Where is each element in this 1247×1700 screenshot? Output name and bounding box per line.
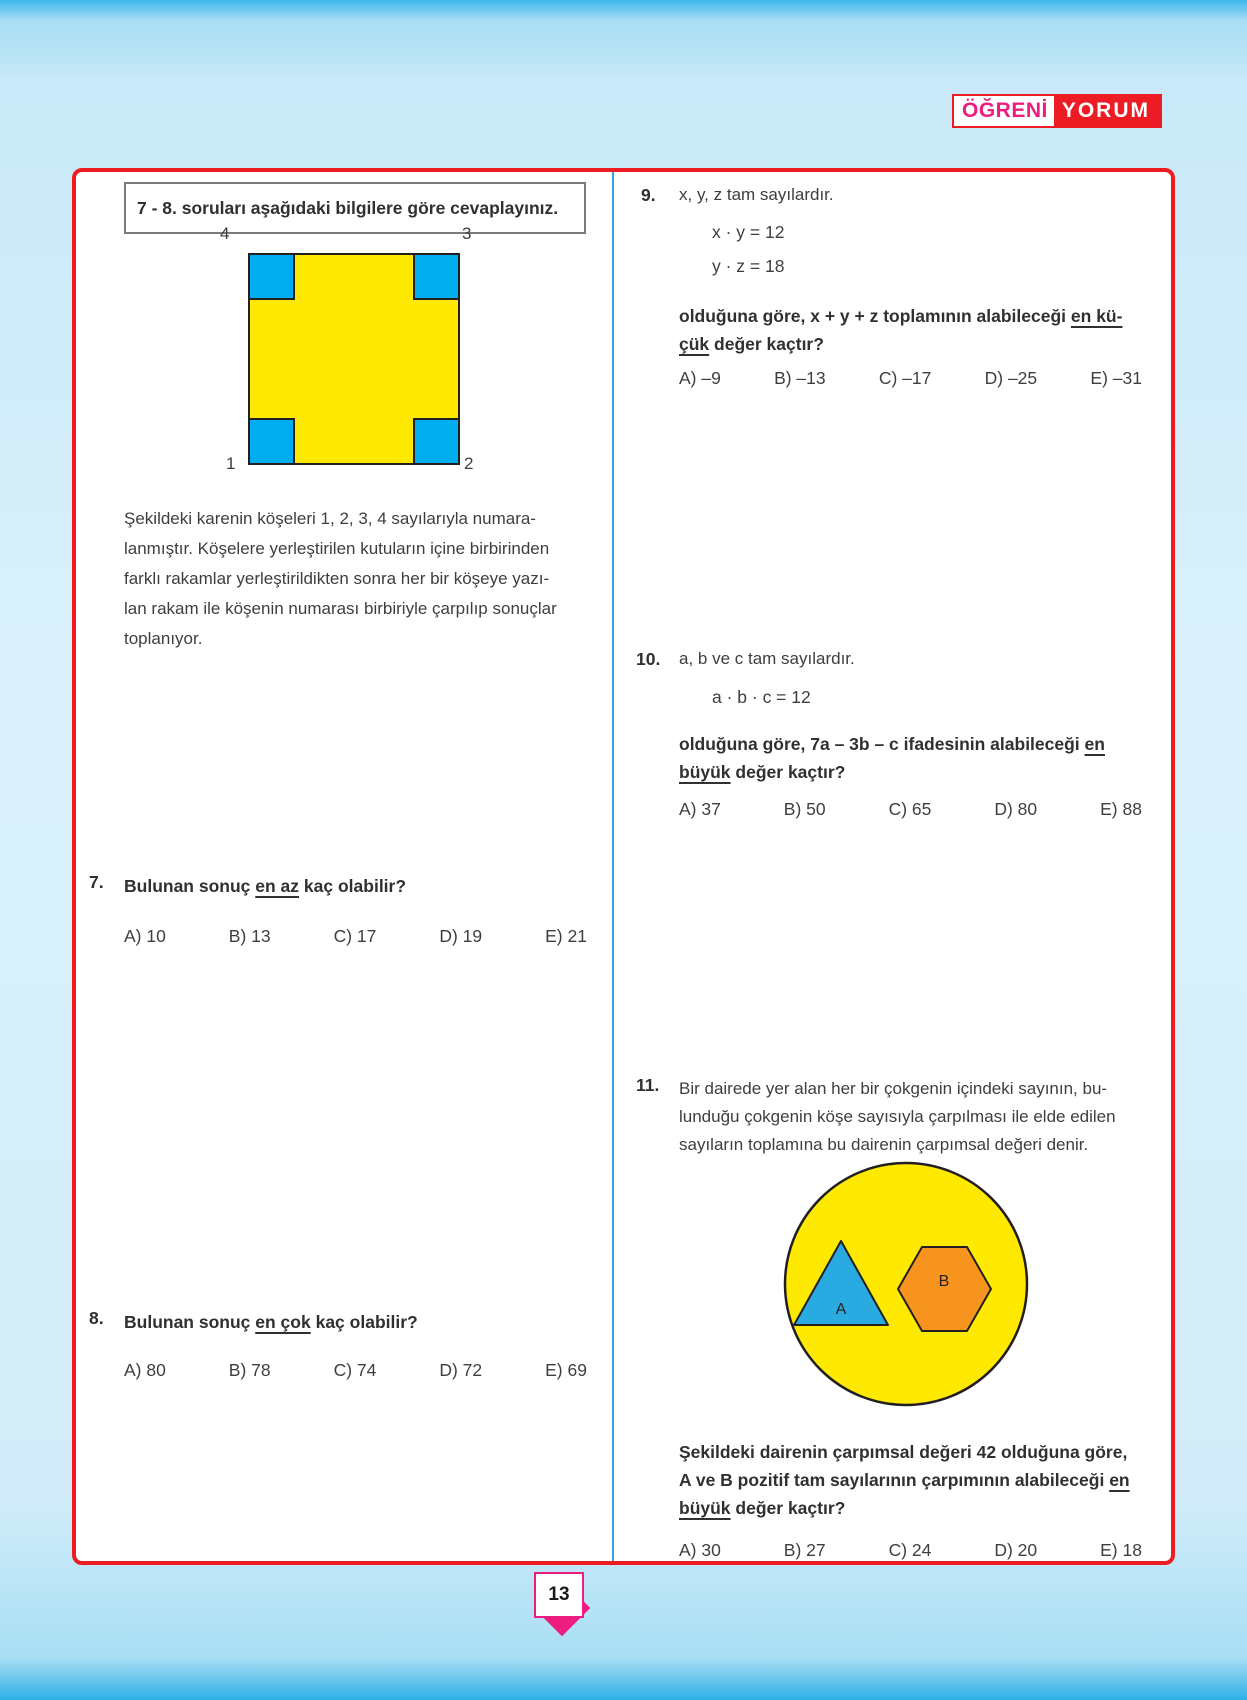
question-10-number: 10. (636, 649, 661, 669)
page-number: 13 (534, 1572, 584, 1618)
option-a: A) 80 (124, 1360, 166, 1380)
option-e: E) 21 (545, 926, 587, 946)
question-9-number: 9. (641, 185, 656, 205)
option-a: A) 37 (679, 799, 721, 819)
option-c: C) –17 (878, 368, 932, 388)
corner-label-2: 2 (464, 454, 474, 473)
question-10-equation-1: a · b · c = 12 (712, 687, 811, 707)
question-10-given: a, b ve c tam sayılardır. (679, 649, 855, 668)
question-7-stem: Bulunan sonuç en az kaç olabilir? (124, 876, 407, 896)
question-10-stem: olduğuna göre, 7a – 3b – c ifadesinin alabileceği en büyük değer kaçtır? (679, 734, 1105, 782)
brand-logo-left: ÖĞRENİ (954, 96, 1054, 126)
option-c: C) 74 (333, 1360, 377, 1380)
question-8-number: 8. (89, 1308, 104, 1328)
page-number-badge (534, 1572, 590, 1634)
column-divider (612, 172, 614, 1561)
option-a: A) –9 (679, 368, 721, 388)
corner-label-1: 1 (226, 454, 236, 473)
blue-corner-box-2 (413, 418, 460, 465)
question-11-number: 11. (636, 1075, 660, 1095)
question-7-options (124, 926, 587, 947)
intro-line-2: lanmıştır. Köşelere yerleştirilen kutuların içine birbirinden (124, 539, 550, 558)
option-e: E) 18 (1100, 1540, 1142, 1560)
question-11-stem: Şekildeki dairenin çarpımsal değeri 42 olduğuna göre, A ve B pozitif tam sayılarının çarpımının alabileceği en büyük değer kaçtır? (679, 1442, 1130, 1518)
option-e: E) 88 (1100, 799, 1142, 819)
question-8-options (124, 1360, 587, 1381)
hexagon-label: B (938, 1273, 950, 1290)
yellow-square (248, 253, 460, 465)
intro-line-5: toplanıyor. (124, 629, 203, 648)
question-11-intro: Bir dairede yer alan her bir çokgenin içindeki sayının, bu- lunduğu çokgenin köşe sayısıyla çarpılması ile elde edilen sayıların toplamına bu dairenin çarpımsal değeri denir. (679, 1079, 1116, 1154)
option-b: B) 78 (228, 1360, 271, 1380)
brand-logo (952, 94, 1162, 128)
option-d: D) 19 (439, 926, 483, 946)
intro-paragraph (124, 504, 590, 654)
instruction-box (124, 182, 586, 234)
question-9-options (679, 368, 1142, 389)
question-9-stem: olduğuna göre, x + y + z toplamının alabileceği en kü- çük değer kaçtır? (679, 306, 1123, 354)
blue-corner-box-4 (248, 253, 295, 300)
corner-label-3: 3 (462, 224, 472, 243)
option-c: C) 17 (333, 926, 377, 946)
intro-line-3: farklı rakamlar yerleştirildikten sonra her bir köşeye yazı- (124, 569, 550, 588)
option-d: D) 72 (439, 1360, 483, 1380)
option-c: C) 65 (888, 799, 932, 819)
question-7-number: 7. (89, 872, 104, 892)
corner-label-4: 4 (220, 224, 230, 243)
option-e: E) –31 (1090, 368, 1142, 388)
option-d: D) –25 (984, 368, 1038, 388)
option-b: B) 13 (228, 926, 271, 946)
blue-corner-box-1 (248, 418, 295, 465)
option-b: B) –13 (774, 368, 826, 388)
option-b: B) 50 (783, 799, 826, 819)
question-11-options (679, 1540, 1142, 1561)
brand-logo-right: YORUM (1054, 96, 1160, 126)
question-10-options (679, 799, 1142, 820)
option-a: A) 30 (679, 1540, 721, 1560)
option-e: E) 69 (545, 1360, 587, 1380)
question-8-stem: Bulunan sonuç en çok kaç olabilir? (124, 1312, 418, 1332)
blue-corner-box-3 (413, 253, 460, 300)
circle-figure (781, 1159, 1031, 1409)
option-d: D) 20 (994, 1540, 1038, 1560)
triangle-label: A (835, 1301, 847, 1318)
option-a: A) 10 (124, 926, 166, 946)
content-frame (72, 168, 1175, 1565)
question-9-given: x, y, z tam sayılardır. (679, 185, 834, 204)
option-b: B) 27 (783, 1540, 826, 1560)
option-d: D) 80 (994, 799, 1038, 819)
option-c: C) 24 (888, 1540, 932, 1560)
question-9-equation-1: x · y = 12 (712, 222, 785, 242)
intro-line-1: Şekildeki karenin köşeleri 1, 2, 3, 4 sayılarıyla numara- (124, 509, 536, 528)
question-9-equation-2: y · z = 18 (712, 256, 785, 276)
intro-line-4: lan rakam ile köşenin numarası birbiriyle çarpılıp sonuçlar (124, 599, 557, 618)
instruction-text: 7 - 8. soruları aşağıdaki bilgilere göre cevaplayınız. (137, 197, 559, 218)
